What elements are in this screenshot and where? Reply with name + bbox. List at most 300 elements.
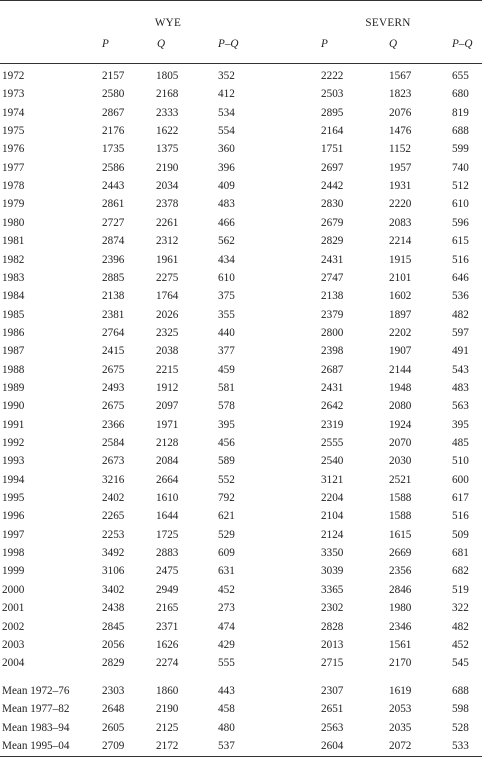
severn-p-minus-q-cell: 615 [452, 235, 469, 247]
table-row [0, 600, 482, 616]
severn-q-cell: 2521 [389, 474, 412, 486]
table-header-rule [0, 63, 482, 64]
wye-p-cell: 2265 [102, 510, 125, 522]
row-label: 1974 [2, 107, 25, 119]
severn-p-minus-q-cell: 545 [452, 657, 469, 669]
col-header-severn-q: Q [389, 38, 398, 50]
severn-p-cell: 2540 [321, 455, 344, 467]
table-row [0, 68, 482, 84]
row-label: 1991 [2, 419, 25, 431]
severn-q-cell: 1915 [389, 254, 412, 266]
row-label: 1975 [2, 125, 25, 137]
row-label: 1979 [2, 198, 25, 210]
severn-p-minus-q-cell: 682 [452, 565, 469, 577]
wye-p-minus-q-cell: 456 [218, 437, 235, 449]
row-label: 1981 [2, 235, 25, 247]
row-label: 1972 [2, 70, 25, 82]
table-row [0, 472, 482, 488]
severn-q-cell: 2053 [389, 703, 412, 715]
severn-p-minus-q-cell: 681 [452, 547, 469, 559]
col-header-wye-p: P [102, 38, 109, 50]
wye-p-minus-q-cell: 458 [218, 703, 235, 715]
table-row [0, 508, 482, 524]
col-header-severn-p-minus-q: P–Q [452, 38, 473, 50]
wye-q-cell: 1626 [156, 639, 179, 651]
group-header-wye: WYE [154, 17, 182, 29]
severn-q-cell: 2170 [389, 657, 412, 669]
row-label: Mean 1995–04 [2, 740, 70, 752]
wye-q-cell: 2261 [156, 217, 179, 229]
severn-p-cell: 2398 [321, 345, 344, 357]
wye-p-cell: 2829 [102, 657, 125, 669]
row-label: 1985 [2, 309, 25, 321]
wye-q-cell: 2274 [156, 657, 179, 669]
severn-p-cell: 2604 [321, 740, 344, 752]
wye-p-cell: 2675 [102, 400, 125, 412]
table-row [0, 453, 482, 469]
severn-p-cell: 2687 [321, 364, 344, 376]
wye-p-cell: 2443 [102, 180, 125, 192]
wye-q-cell: 2949 [156, 584, 179, 596]
severn-p-cell: 2651 [321, 703, 344, 715]
severn-p-cell: 2895 [321, 107, 344, 119]
severn-q-cell: 2101 [389, 272, 412, 284]
row-label: 1978 [2, 180, 25, 192]
wye-p-minus-q-cell: 552 [218, 474, 235, 486]
wye-p-minus-q-cell: 352 [218, 70, 235, 82]
severn-p-minus-q-cell: 655 [452, 70, 469, 82]
severn-p-minus-q-cell: 680 [452, 88, 469, 100]
severn-p-cell: 2563 [321, 722, 344, 734]
wye-p-cell: 2366 [102, 419, 125, 431]
wye-q-cell: 2097 [156, 400, 179, 412]
mean-row [0, 701, 482, 717]
severn-p-minus-q-cell: 740 [452, 162, 469, 174]
wye-q-cell: 2026 [156, 309, 179, 321]
row-label: 1996 [2, 510, 25, 522]
severn-p-minus-q-cell: 646 [452, 272, 469, 284]
wye-p-minus-q-cell: 466 [218, 217, 235, 229]
table-row [0, 343, 482, 359]
severn-q-cell: 1948 [389, 382, 412, 394]
severn-q-cell: 1907 [389, 345, 412, 357]
severn-q-cell: 2070 [389, 437, 412, 449]
row-label: 1984 [2, 290, 25, 302]
wye-p-cell: 2138 [102, 290, 125, 302]
wye-q-cell: 2190 [156, 703, 179, 715]
row-label: 1995 [2, 492, 25, 504]
mean-row [0, 738, 482, 754]
wye-p-cell: 2176 [102, 125, 125, 137]
wye-q-cell: 2125 [156, 722, 179, 734]
wye-p-minus-q-cell: 609 [218, 547, 235, 559]
row-label: 1983 [2, 272, 25, 284]
severn-p-cell: 2431 [321, 382, 344, 394]
wye-p-minus-q-cell: 589 [218, 455, 235, 467]
wye-p-cell: 2675 [102, 364, 125, 376]
wye-q-cell: 1805 [156, 70, 179, 82]
wye-q-cell: 1961 [156, 254, 179, 266]
wye-p-minus-q-cell: 621 [218, 510, 235, 522]
wye-p-minus-q-cell: 483 [218, 198, 235, 210]
severn-p-minus-q-cell: 519 [452, 584, 469, 596]
row-label: 1987 [2, 345, 25, 357]
wye-p-minus-q-cell: 452 [218, 584, 235, 596]
mean-row [0, 720, 482, 736]
severn-p-minus-q-cell: 543 [452, 364, 469, 376]
table-row [0, 178, 482, 194]
severn-p-cell: 2747 [321, 272, 344, 284]
wye-p-cell: 3106 [102, 565, 125, 577]
severn-q-cell: 2346 [389, 621, 412, 633]
row-label: 2001 [2, 602, 25, 614]
severn-p-cell: 2164 [321, 125, 344, 137]
severn-q-cell: 2669 [389, 547, 412, 559]
severn-p-cell: 2828 [321, 621, 344, 633]
severn-p-minus-q-cell: 533 [452, 740, 469, 752]
severn-p-minus-q-cell: 610 [452, 198, 469, 210]
severn-p-cell: 2104 [321, 510, 344, 522]
severn-p-minus-q-cell: 322 [452, 602, 469, 614]
table-row [0, 582, 482, 598]
table-row [0, 233, 482, 249]
severn-p-minus-q-cell: 819 [452, 107, 469, 119]
severn-p-minus-q-cell: 491 [452, 345, 469, 357]
severn-p-cell: 2431 [321, 254, 344, 266]
severn-q-cell: 1931 [389, 180, 412, 192]
row-label: 2000 [2, 584, 25, 596]
severn-p-cell: 2829 [321, 235, 344, 247]
table-row [0, 417, 482, 433]
row-label: 1993 [2, 455, 25, 467]
severn-q-cell: 1588 [389, 510, 412, 522]
severn-q-cell: 1602 [389, 290, 412, 302]
wye-p-minus-q-cell: 581 [218, 382, 235, 394]
wye-p-minus-q-cell: 562 [218, 235, 235, 247]
row-label: 1990 [2, 400, 25, 412]
severn-p-minus-q-cell: 452 [452, 639, 469, 651]
severn-p-minus-q-cell: 485 [452, 437, 469, 449]
row-label: 1977 [2, 162, 25, 174]
wye-p-cell: 2396 [102, 254, 125, 266]
col-header-wye-p-minus-q: P–Q [218, 38, 239, 50]
severn-p-minus-q-cell: 688 [452, 685, 469, 697]
wye-q-cell: 2168 [156, 88, 179, 100]
wye-p-cell: 2586 [102, 162, 125, 174]
severn-q-cell: 1980 [389, 602, 412, 614]
wye-p-cell: 2580 [102, 88, 125, 100]
wye-p-minus-q-cell: 409 [218, 180, 235, 192]
wye-p-cell: 2438 [102, 602, 125, 614]
wye-q-cell: 1610 [156, 492, 179, 504]
wye-p-minus-q-cell: 610 [218, 272, 235, 284]
severn-p-cell: 2800 [321, 327, 344, 339]
row-label: 2004 [2, 657, 25, 669]
table-row [0, 105, 482, 121]
severn-p-cell: 2830 [321, 198, 344, 210]
severn-p-minus-q-cell: 483 [452, 382, 469, 394]
severn-q-cell: 1561 [389, 639, 412, 651]
row-label: 1973 [2, 88, 25, 100]
severn-p-minus-q-cell: 617 [452, 492, 469, 504]
wye-q-cell: 1971 [156, 419, 179, 431]
wye-p-cell: 2764 [102, 327, 125, 339]
wye-q-cell: 2664 [156, 474, 179, 486]
severn-p-cell: 2319 [321, 419, 344, 431]
col-header-severn-p: P [321, 38, 328, 50]
table-row [0, 252, 482, 268]
row-label: Mean 1972–76 [2, 685, 70, 697]
wye-p-cell: 2415 [102, 345, 125, 357]
wye-q-cell: 2084 [156, 455, 179, 467]
severn-q-cell: 2356 [389, 565, 412, 577]
severn-p-minus-q-cell: 597 [452, 327, 469, 339]
severn-p-minus-q-cell: 395 [452, 419, 469, 431]
table-row [0, 490, 482, 506]
wye-p-cell: 2381 [102, 309, 125, 321]
severn-p-minus-q-cell: 596 [452, 217, 469, 229]
wye-q-cell: 1764 [156, 290, 179, 302]
row-label: 1988 [2, 364, 25, 376]
wye-p-minus-q-cell: 395 [218, 419, 235, 431]
wye-p-cell: 2727 [102, 217, 125, 229]
severn-q-cell: 2214 [389, 235, 412, 247]
wye-p-cell: 2861 [102, 198, 125, 210]
wye-q-cell: 2371 [156, 621, 179, 633]
wye-p-cell: 3402 [102, 584, 125, 596]
row-label: 1998 [2, 547, 25, 559]
severn-p-cell: 2222 [321, 70, 344, 82]
wye-p-minus-q-cell: 377 [218, 345, 235, 357]
table-row [0, 123, 482, 139]
row-label: 1982 [2, 254, 25, 266]
severn-q-cell: 2076 [389, 107, 412, 119]
wye-q-cell: 1912 [156, 382, 179, 394]
row-label: 1980 [2, 217, 25, 229]
table-row [0, 545, 482, 561]
wye-q-cell: 2128 [156, 437, 179, 449]
severn-q-cell: 1823 [389, 88, 412, 100]
severn-p-minus-q-cell: 563 [452, 400, 469, 412]
row-label: Mean 1977–82 [2, 703, 70, 715]
wye-q-cell: 2333 [156, 107, 179, 119]
wye-p-cell: 3492 [102, 547, 125, 559]
wye-p-minus-q-cell: 375 [218, 290, 235, 302]
table-row [0, 398, 482, 414]
table-row [0, 325, 482, 341]
severn-p-minus-q-cell: 512 [452, 180, 469, 192]
wye-q-cell: 2165 [156, 602, 179, 614]
wye-q-cell: 1725 [156, 529, 179, 541]
severn-p-cell: 2642 [321, 400, 344, 412]
wye-p-cell: 2157 [102, 70, 125, 82]
wye-p-minus-q-cell: 273 [218, 602, 235, 614]
wye-q-cell: 2325 [156, 327, 179, 339]
severn-q-cell: 1476 [389, 125, 412, 137]
table-row [0, 86, 482, 102]
severn-p-cell: 2442 [321, 180, 344, 192]
wye-q-cell: 1622 [156, 125, 179, 137]
severn-p-cell: 3121 [321, 474, 344, 486]
table-row [0, 215, 482, 231]
severn-p-minus-q-cell: 516 [452, 254, 469, 266]
table-row [0, 637, 482, 653]
severn-q-cell: 1924 [389, 419, 412, 431]
severn-q-cell: 1897 [389, 309, 412, 321]
row-label: 1989 [2, 382, 25, 394]
severn-p-minus-q-cell: 516 [452, 510, 469, 522]
wye-p-minus-q-cell: 529 [218, 529, 235, 541]
table-row [0, 307, 482, 323]
wye-p-minus-q-cell: 443 [218, 685, 235, 697]
wye-q-cell: 2475 [156, 565, 179, 577]
severn-p-cell: 2302 [321, 602, 344, 614]
severn-p-minus-q-cell: 600 [452, 474, 469, 486]
severn-p-cell: 3365 [321, 584, 344, 596]
wye-p-minus-q-cell: 480 [218, 722, 235, 734]
severn-p-cell: 2379 [321, 309, 344, 321]
wye-q-cell: 2034 [156, 180, 179, 192]
row-label: 2002 [2, 621, 25, 633]
row-label: 1994 [2, 474, 25, 486]
severn-p-minus-q-cell: 482 [452, 621, 469, 633]
row-label: 1976 [2, 143, 25, 155]
table-row [0, 527, 482, 543]
severn-q-cell: 1567 [389, 70, 412, 82]
mean-row [0, 683, 482, 699]
severn-p-minus-q-cell: 510 [452, 455, 469, 467]
row-label: Mean 1983–94 [2, 722, 70, 734]
wye-p-cell: 2056 [102, 639, 125, 651]
wye-q-cell: 2883 [156, 547, 179, 559]
table-row [0, 160, 482, 176]
row-label: 1997 [2, 529, 25, 541]
wye-p-cell: 3216 [102, 474, 125, 486]
severn-p-cell: 2679 [321, 217, 344, 229]
wye-p-cell: 2885 [102, 272, 125, 284]
row-label: 1999 [2, 565, 25, 577]
wye-p-cell: 2673 [102, 455, 125, 467]
table-top-rule [0, 0, 482, 1]
severn-q-cell: 1588 [389, 492, 412, 504]
wye-p-cell: 2303 [102, 685, 125, 697]
severn-p-minus-q-cell: 598 [452, 703, 469, 715]
wye-p-minus-q-cell: 412 [218, 88, 235, 100]
severn-p-cell: 1751 [321, 143, 344, 155]
wye-q-cell: 1644 [156, 510, 179, 522]
severn-q-cell: 2846 [389, 584, 412, 596]
severn-p-minus-q-cell: 528 [452, 722, 469, 734]
wye-q-cell: 1860 [156, 685, 179, 697]
severn-p-cell: 2138 [321, 290, 344, 302]
wye-p-cell: 2648 [102, 703, 125, 715]
wye-p-minus-q-cell: 360 [218, 143, 235, 155]
severn-p-cell: 2715 [321, 657, 344, 669]
table-row [0, 435, 482, 451]
severn-q-cell: 1152 [389, 143, 411, 155]
wye-p-minus-q-cell: 429 [218, 639, 235, 651]
severn-q-cell: 2144 [389, 364, 412, 376]
wye-q-cell: 2378 [156, 198, 179, 210]
table-row [0, 196, 482, 212]
severn-p-cell: 2124 [321, 529, 344, 541]
wye-p-minus-q-cell: 631 [218, 565, 235, 577]
severn-p-cell: 2503 [321, 88, 344, 100]
severn-q-cell: 2083 [389, 217, 412, 229]
severn-p-cell: 2204 [321, 492, 344, 504]
wye-q-cell: 2038 [156, 345, 179, 357]
severn-p-minus-q-cell: 509 [452, 529, 469, 541]
table-row [0, 655, 482, 671]
wye-p-cell: 2253 [102, 529, 125, 541]
severn-q-cell: 1957 [389, 162, 412, 174]
row-label: 2003 [2, 639, 25, 651]
wye-p-cell: 2867 [102, 107, 125, 119]
severn-q-cell: 2220 [389, 198, 412, 210]
wye-p-minus-q-cell: 474 [218, 621, 235, 633]
wye-p-minus-q-cell: 554 [218, 125, 235, 137]
table-row [0, 563, 482, 579]
wye-q-cell: 2172 [156, 740, 179, 752]
wye-p-minus-q-cell: 396 [218, 162, 235, 174]
table-row [0, 141, 482, 157]
wye-p-cell: 2493 [102, 382, 125, 394]
wye-q-cell: 2215 [156, 364, 179, 376]
severn-q-cell: 2030 [389, 455, 412, 467]
severn-q-cell: 2072 [389, 740, 412, 752]
severn-p-minus-q-cell: 482 [452, 309, 469, 321]
wye-p-cell: 1735 [102, 143, 125, 155]
wye-p-cell: 2874 [102, 235, 125, 247]
severn-q-cell: 2080 [389, 400, 412, 412]
row-label: 1986 [2, 327, 25, 339]
table-row [0, 288, 482, 304]
wye-p-cell: 2709 [102, 740, 125, 752]
severn-q-cell: 1619 [389, 685, 412, 697]
wye-p-minus-q-cell: 792 [218, 492, 235, 504]
wye-p-minus-q-cell: 555 [218, 657, 235, 669]
severn-p-cell: 2555 [321, 437, 344, 449]
wye-q-cell: 1375 [156, 143, 179, 155]
table-row [0, 270, 482, 286]
wye-p-cell: 2605 [102, 722, 125, 734]
wye-q-cell: 2275 [156, 272, 179, 284]
severn-p-cell: 3350 [321, 547, 344, 559]
wye-p-minus-q-cell: 534 [218, 107, 235, 119]
severn-p-minus-q-cell: 536 [452, 290, 469, 302]
severn-p-cell: 2307 [321, 685, 344, 697]
wye-p-minus-q-cell: 355 [218, 309, 235, 321]
table-row [0, 380, 482, 396]
table-row [0, 362, 482, 378]
wye-p-cell: 2402 [102, 492, 125, 504]
severn-q-cell: 2202 [389, 327, 412, 339]
wye-q-cell: 2312 [156, 235, 179, 247]
severn-p-cell: 2013 [321, 639, 344, 651]
wye-q-cell: 2190 [156, 162, 179, 174]
severn-q-cell: 2035 [389, 722, 412, 734]
wye-p-minus-q-cell: 578 [218, 400, 235, 412]
group-header-severn: SEVERN [365, 17, 411, 29]
severn-q-cell: 1615 [389, 529, 412, 541]
wye-p-minus-q-cell: 459 [218, 364, 235, 376]
severn-p-minus-q-cell: 599 [452, 143, 469, 155]
table-row [0, 619, 482, 635]
wye-p-minus-q-cell: 440 [218, 327, 235, 339]
severn-p-cell: 3039 [321, 565, 344, 577]
wye-p-minus-q-cell: 537 [218, 740, 235, 752]
severn-p-minus-q-cell: 688 [452, 125, 469, 137]
